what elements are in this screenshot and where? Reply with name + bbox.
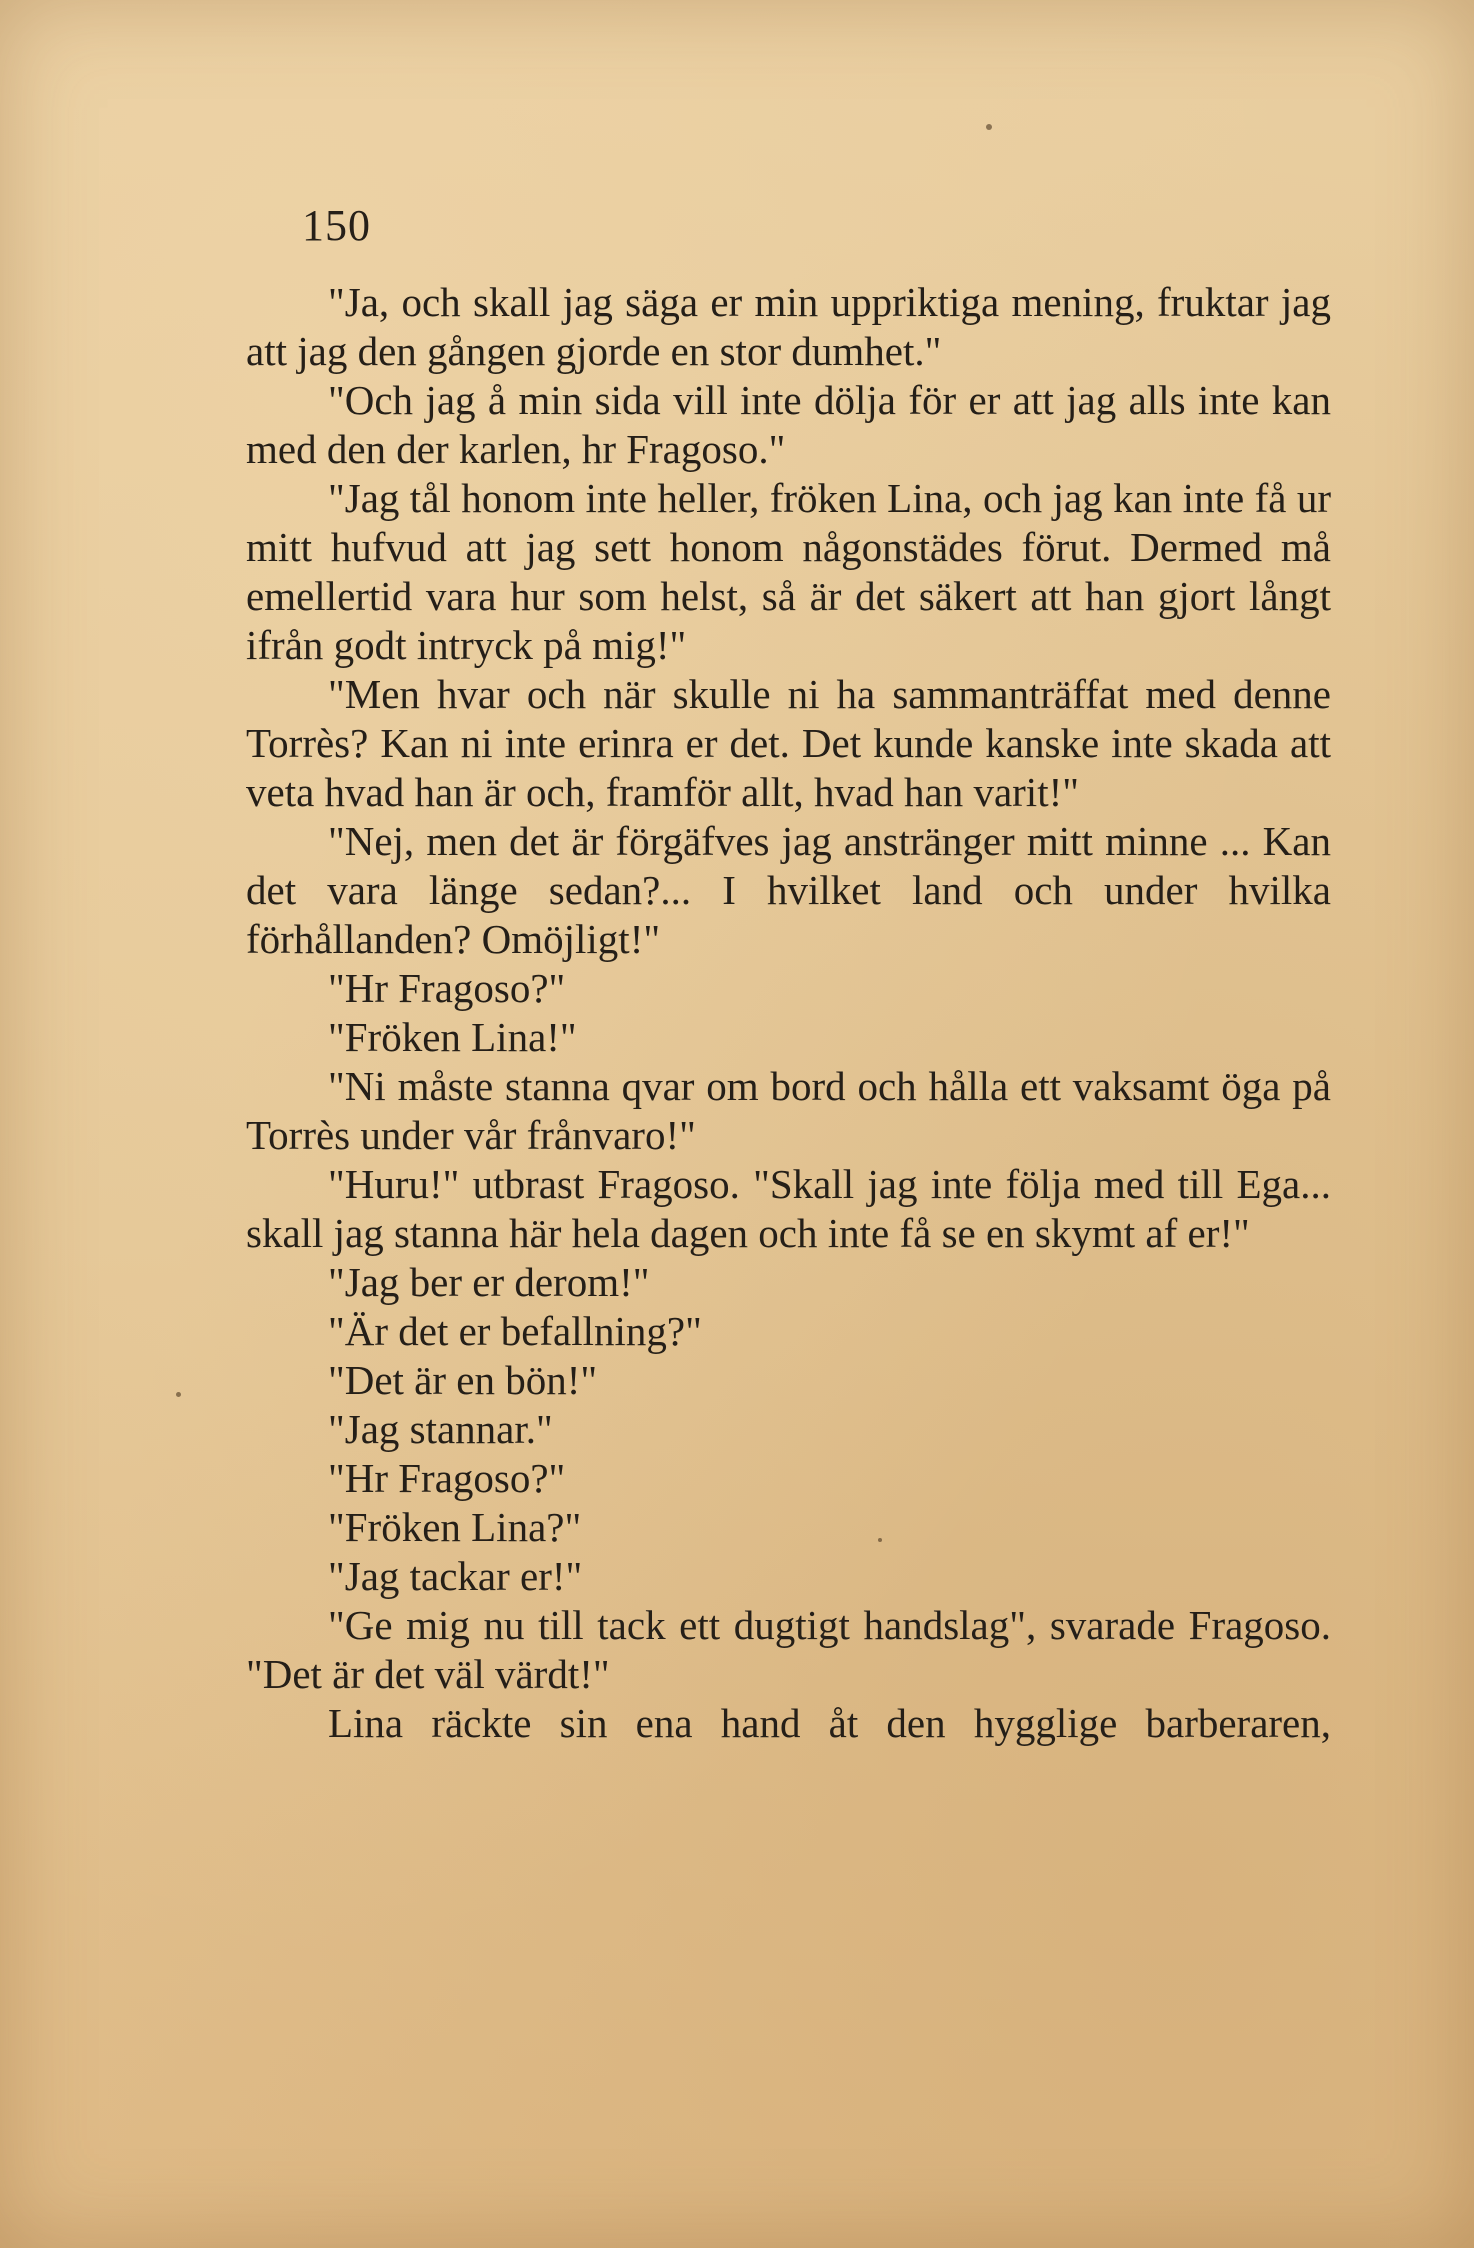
paragraph: "Nej, men det är förgäfves jag anstränger mitt minne ... Kan det vara länge sedan?... I hvilket land och under hvilka förhållanden? Omöjligt!" <box>246 818 1331 962</box>
paper-speck <box>986 124 992 130</box>
body-text <box>246 278 1331 1748</box>
paragraph: "Ge mig nu till tack ett dugtigt handslag", svarade Fragoso. "Det är det väl värdt!" <box>246 1602 1331 1697</box>
paragraph: "Och jag å min sida vill inte dölja för er att jag alls inte kan med den der karlen, hr Fragoso." <box>246 377 1331 472</box>
paragraph: "Jag stannar." <box>328 1406 553 1452</box>
paragraph: "Fröken Lina?" <box>328 1504 582 1550</box>
paragraph: "Men hvar och när skulle ni ha sammanträffat med denne Torrès? Kan ni inte erinra er det. Det kunde kanske inte skada att veta hvad han är och, framför allt, hvad han varit!" <box>246 671 1331 815</box>
paragraph: "Huru!" utbrast Fragoso. "Skall jag inte följa med till Ega... skall jag stanna här hela dagen och inte få se en skymt af er!" <box>246 1161 1331 1256</box>
paragraph: "Ja, och skall jag säga er min uppriktiga mening, fruktar jag att jag den gången gjorde en stor dumhet." <box>246 279 1331 374</box>
paragraph: Lina räckte sin ena hand åt den hygglige barberaren, <box>328 1700 1331 1746</box>
paragraph: "Hr Fragoso?" <box>328 1455 566 1501</box>
paragraph: "Det är en bön!" <box>328 1357 598 1403</box>
paragraph: "Hr Fragoso?" <box>328 965 566 1011</box>
paper-speck <box>176 1392 181 1397</box>
page-number: 150 <box>302 201 371 250</box>
paragraph: "Jag tackar er!" <box>328 1553 583 1599</box>
paragraph: "Ni måste stanna qvar om bord och hålla ett vaksamt öga på Torrès under vår frånvaro!" <box>246 1063 1331 1158</box>
paragraph: "Fröken Lina!" <box>328 1014 577 1060</box>
paragraph: "Är det er befallning?" <box>328 1308 702 1354</box>
paragraph: "Jag tål honom inte heller, fröken Lina, och jag kan inte få ur mitt hufvud att jag sett honom någonstädes förut. Dermed må emellertid vara hur som helst, så är det säkert att han gjort långt ifrån godt intryck på mig!" <box>246 475 1331 668</box>
paragraph: "Jag ber er derom!" <box>328 1259 650 1305</box>
